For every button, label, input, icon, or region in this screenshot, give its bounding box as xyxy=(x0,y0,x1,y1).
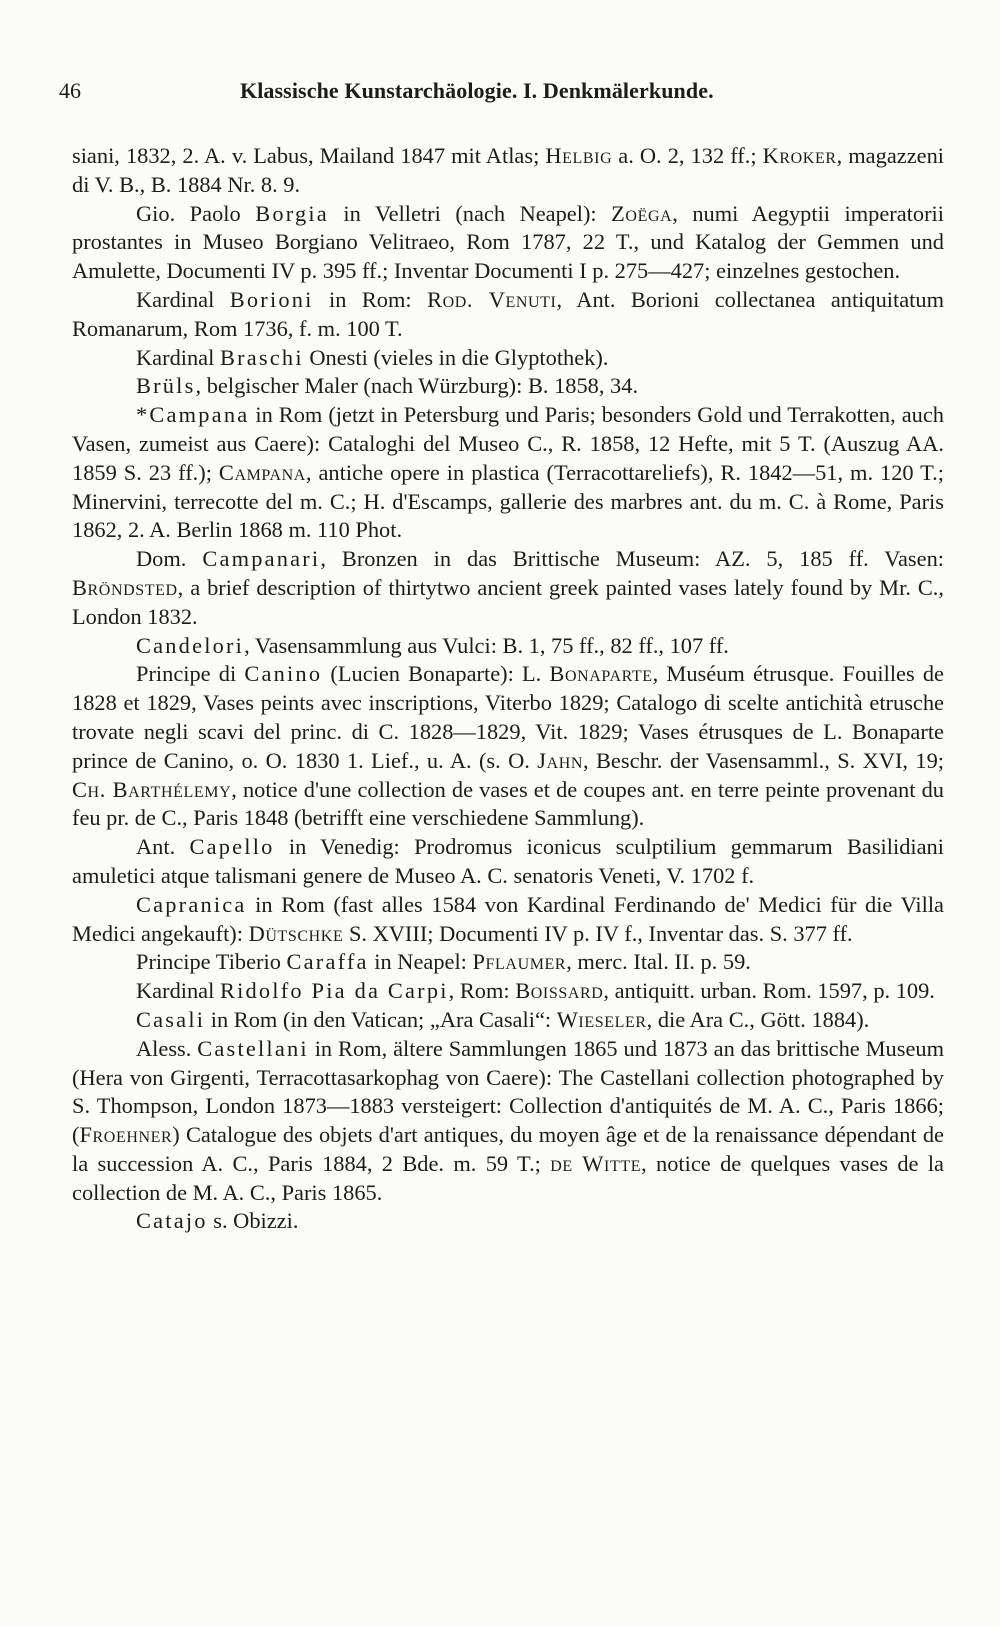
entry-text: in Rom (fast alles 1584 von Kardinal Ferdinando de' Medici für die Villa Medici angekauft): xyxy=(72,891,944,946)
entry-text: , Ant. Borioni collectanea antiquitatum Romanarum, Rom 1736, f. m. 100 T. xyxy=(72,286,945,341)
entry-text: , Beschr. der Vasensamml., S. XVI, 19; xyxy=(583,747,944,773)
entry-text: in Venedig: Prodromus iconicus sculptilium gemmarum Basilidiani amuletici atque talismani genere de Museo A. C. senatoris Veneti, V. 1702 f. xyxy=(72,834,944,888)
bibliography-entry xyxy=(72,632,944,661)
entry-text: in Rom (in den Vatican; „Ara Casali“: xyxy=(205,1006,557,1032)
entry-text: in Velletri (nach Neapel): xyxy=(328,200,612,226)
collector-name: Braschi xyxy=(219,344,304,370)
entry-text: a. O. 2, 132 ff.; xyxy=(612,143,763,168)
author-name: Pflaumer xyxy=(472,949,567,975)
entry-text: , die Ara C., Gött. 1884). xyxy=(646,1006,870,1032)
entry-text: , antiche opere in plastica (Terracottareliefs), R. 1842—51, m. 120 T.; Minervini, terrecotte del m. C.; H. d'Escamps, gallerie des marbres ant. du m. C. à Rome, Paris 1862, 2. A. Berlin 1868 m. 110 Phot. xyxy=(72,459,944,543)
entry-text: ) Catalogue des objets d'art antiques, du moyen âge et de la renaissance dépendant de la succession A. C., Paris 1884, 2 Bde. m. 59 T.; xyxy=(72,1122,944,1176)
running-head: Klassische Kunstarchäologie. I. Denkmälerkunde. xyxy=(240,78,714,103)
bibliography-entry xyxy=(72,1006,944,1035)
bibliography-entry xyxy=(72,200,944,286)
entry-text: Ant. xyxy=(136,834,190,860)
bibliography-entry xyxy=(72,977,944,1006)
bibliography-entry xyxy=(72,545,944,631)
entry-text: s. Obizzi. xyxy=(207,1208,299,1234)
entry-text: , notice de quelques vases de la collection de M. A. C., Paris 1865. xyxy=(72,1150,944,1205)
entry-text: Dom. xyxy=(136,546,203,572)
entry-text: , merc. Ital. II. p. 59. xyxy=(566,949,751,975)
entry-text: siani, 1832, 2. A. v. Labus, Mailand 1847 mit Atlas; xyxy=(72,143,546,168)
author-name: Rod. Venuti xyxy=(427,286,557,312)
entry-text: in Rom: xyxy=(313,286,428,312)
author-name: Bröndsted xyxy=(72,574,178,600)
collector-name: Caraffa xyxy=(286,949,369,975)
author-name: Helbig xyxy=(545,143,613,168)
entry-text: , Bronzen in das Brittische Museum: AZ. 5, 185 ff. Vasen: xyxy=(320,546,944,572)
author-name: Zoëga xyxy=(611,200,673,226)
collector-name: Canino xyxy=(244,661,323,687)
collector-name: Castellani xyxy=(197,1035,309,1061)
entry-text: , belgischer Maler (nach Würzburg): B. 1858, 34. xyxy=(195,373,639,399)
entry-text: , a brief description of thirtytwo ancient greek painted vases lately found by Mr. C., London 1832. xyxy=(72,574,944,629)
bibliography-entry xyxy=(72,1035,944,1208)
bibliography-entry xyxy=(72,833,944,891)
bibliography-entry xyxy=(72,948,944,977)
collector-name: Campanari xyxy=(202,546,321,572)
bibliography-entry xyxy=(72,891,944,949)
collector-name: Capranica xyxy=(136,891,247,917)
collector-name: Candelori xyxy=(136,632,245,658)
entry-text: , Rom: xyxy=(448,978,516,1004)
collector-name: *Campana xyxy=(136,402,250,428)
bibliography-entry xyxy=(72,1207,944,1236)
bibliography-entry xyxy=(72,660,944,833)
entry-text: , notice d'une collection de vases et de coupes ant. en terre peinte provenant du feu pr. de C., Paris 1848 (betrifft eine verschiedene Sammlung). xyxy=(72,776,944,831)
collector-name: Ridolfo Pia da Carpi xyxy=(219,978,449,1004)
collector-name: Casali xyxy=(136,1006,206,1032)
entry-text: in Neapel: xyxy=(368,949,473,975)
bibliography-entry xyxy=(72,344,944,373)
entry-text: in Rom (jetzt in Petersburg und Paris; besonders Gold und Terrakotten, auch Vasen, zumeist aus Caere): Cataloghi del Museo C., R. 1858, 12 Hefte, mit 5 T. (Auszug AA. 1859 S. 23 ff.); xyxy=(72,402,944,485)
collector-name: Brüls xyxy=(136,373,196,399)
page-header xyxy=(59,73,939,109)
entry-text: Kardinal xyxy=(136,286,230,312)
author-name: Ch. Barthélemy xyxy=(72,776,232,802)
entry-text: Principe di xyxy=(136,661,245,687)
entry-text: Principe Tiberio xyxy=(136,949,287,975)
author-name: de Witte xyxy=(550,1150,642,1176)
author-name: Bonaparte xyxy=(549,661,653,687)
author-name: Dütschke xyxy=(248,920,344,946)
bibliography-entry xyxy=(72,401,944,545)
page-number: 46 xyxy=(59,78,81,103)
entry-text: Kardinal xyxy=(136,344,220,370)
bibliography-entry xyxy=(72,286,944,344)
author-name: Boissard xyxy=(515,978,604,1004)
collector-name: Borioni xyxy=(229,286,314,312)
continued-entry xyxy=(72,142,944,200)
author-name: Wieseler xyxy=(556,1006,647,1032)
entry-text: Kardinal xyxy=(136,978,220,1004)
collector-name: Borgia xyxy=(255,200,329,226)
entry-text: (Lucien Bonaparte): L. xyxy=(322,661,550,687)
entry-text: , Vasensammlung aus Vulci: B. 1, 75 ff., 82 ff., 107 ff. xyxy=(244,632,729,658)
entry-text: Onesti (vieles in die Glyptothek). xyxy=(303,344,609,370)
collector-name: Capello xyxy=(189,834,275,860)
author-name: Kroker xyxy=(762,143,837,168)
entry-text: , Muséum étrusque. Fouilles de 1828 et 1829, Vases peints avec inscriptions, Viterbo 1829; Catalogo di scelte antichità etrusche trovate negli scavi del princ. di C. 1828—1829, Vit. 1829; Vases étrusques de L. Bonaparte prince de Canino, o. O. 1830 1. Lief., u. A. (s. O. xyxy=(72,661,944,773)
entry-text: , numi Aegyptii imperatorii prostantes in Museo Borgiano Velitraeo, Rom 1787, 22 T., und Katalog der Gemmen und Amulette, Documenti IV p. 395 ff.; Inventar Documenti I p. 275—427; einzelnes gestochen. xyxy=(72,200,944,284)
author-name: Campana xyxy=(218,459,306,485)
collector-name: Catajo xyxy=(136,1208,208,1234)
author-name: Froehner xyxy=(79,1122,173,1148)
author-name: Jahn xyxy=(537,747,584,773)
entry-text: Gio. Paolo xyxy=(136,200,256,226)
entry-text: Aless. xyxy=(136,1035,198,1061)
bibliography-entry xyxy=(72,372,944,401)
entry-text: in Rom, ältere Sammlungen 1865 und 1873 an das brittische Museum (Hera von Girgenti, Terracottasarkophag von Caere): The Castellani collection photographed by S. Thompson, London 1873—1883 versteigert: Collection d'antiquités de M. A. C., Paris 1866; ( xyxy=(72,1035,945,1148)
page-body xyxy=(72,142,944,1236)
entry-text: , magazzeni di V. B., B. 1884 Nr. 8. 9. xyxy=(72,143,944,197)
entry-text: , antiquitt. urban. Rom. 1597, p. 109. xyxy=(603,978,935,1004)
entry-text: S. XVIII; Documenti IV p. IV f., Inventar das. S. 377 ff. xyxy=(343,920,853,946)
